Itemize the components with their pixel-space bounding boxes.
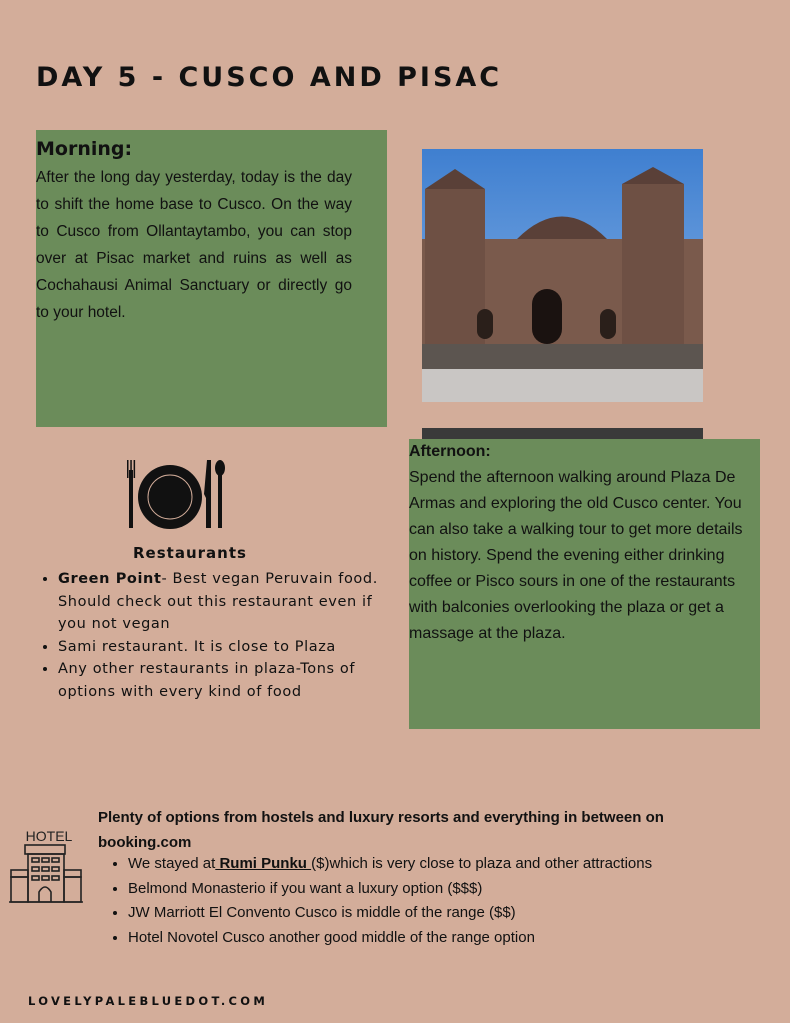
list-item: • Hotel Novotel Cusco another good middle of the range option <box>128 926 652 951</box>
afternoon-box <box>409 439 760 729</box>
hotel-list <box>110 852 652 950</box>
list-item: • Sami restaurant. It is close to Plaza <box>58 636 388 659</box>
morning-heading: Morning: <box>36 138 133 160</box>
restaurant-name: Green Point <box>58 571 162 587</box>
morning-text: After the long day yesterday, today is the day to shift the home base to Cusco. On the way to Cusco from Ollantaytambo, you can stop over at Pisac market and ruins as well as Cochahausi Animal Sanctuary or directly go to your hotel. <box>36 169 352 321</box>
page-title: DAY 5 - CUSCO AND PISAC <box>36 62 503 93</box>
footer-site: LOVELYPALEBLUEDOT.COM <box>28 994 269 1008</box>
list-item: • JW Marriott El Convento Cusco is middle of the range ($$) <box>128 901 652 926</box>
list-item: • Any other restaurants in plaza-Tons of options with every kind of food <box>58 658 388 703</box>
restaurants-list <box>40 568 388 703</box>
plate-cutlery-icon <box>127 458 227 534</box>
rumi-punku-link[interactable]: Rumi Punku <box>215 855 312 872</box>
restaurants-title: Restaurants <box>133 544 247 562</box>
list-item: • Belmond Monasterio if you want a luxury option ($$$) <box>128 877 652 902</box>
hotel-icon-label: HOTEL <box>25 828 73 844</box>
cathedral-photo <box>422 149 703 402</box>
hotel-text: We stayed at <box>128 855 216 872</box>
morning-box <box>36 130 387 427</box>
list-item <box>58 568 388 636</box>
afternoon-text: Spend the afternoon walking around Plaza De Armas and exploring the old Cusco center. You can also take a walking tour to get more details on history. Spend the evening either drinking coffee or Pisco sours in one of the restaurants with balconies overlooking the plaza or get a massage at the plaza. <box>409 469 743 642</box>
afternoon-heading: Afternoon: <box>409 443 491 460</box>
hotel-intro: Plenty of options from hostels and luxury resorts and everything in between on booking.com <box>98 809 664 851</box>
hotel-icon <box>9 826 89 908</box>
list-item <box>128 852 652 877</box>
restaurant-desc: - Best vegan Peruvain food. Should check out this restaurant even if you not vegan <box>58 571 378 632</box>
hotel-text: ($)which is very close to plaza and other attractions <box>311 855 653 872</box>
